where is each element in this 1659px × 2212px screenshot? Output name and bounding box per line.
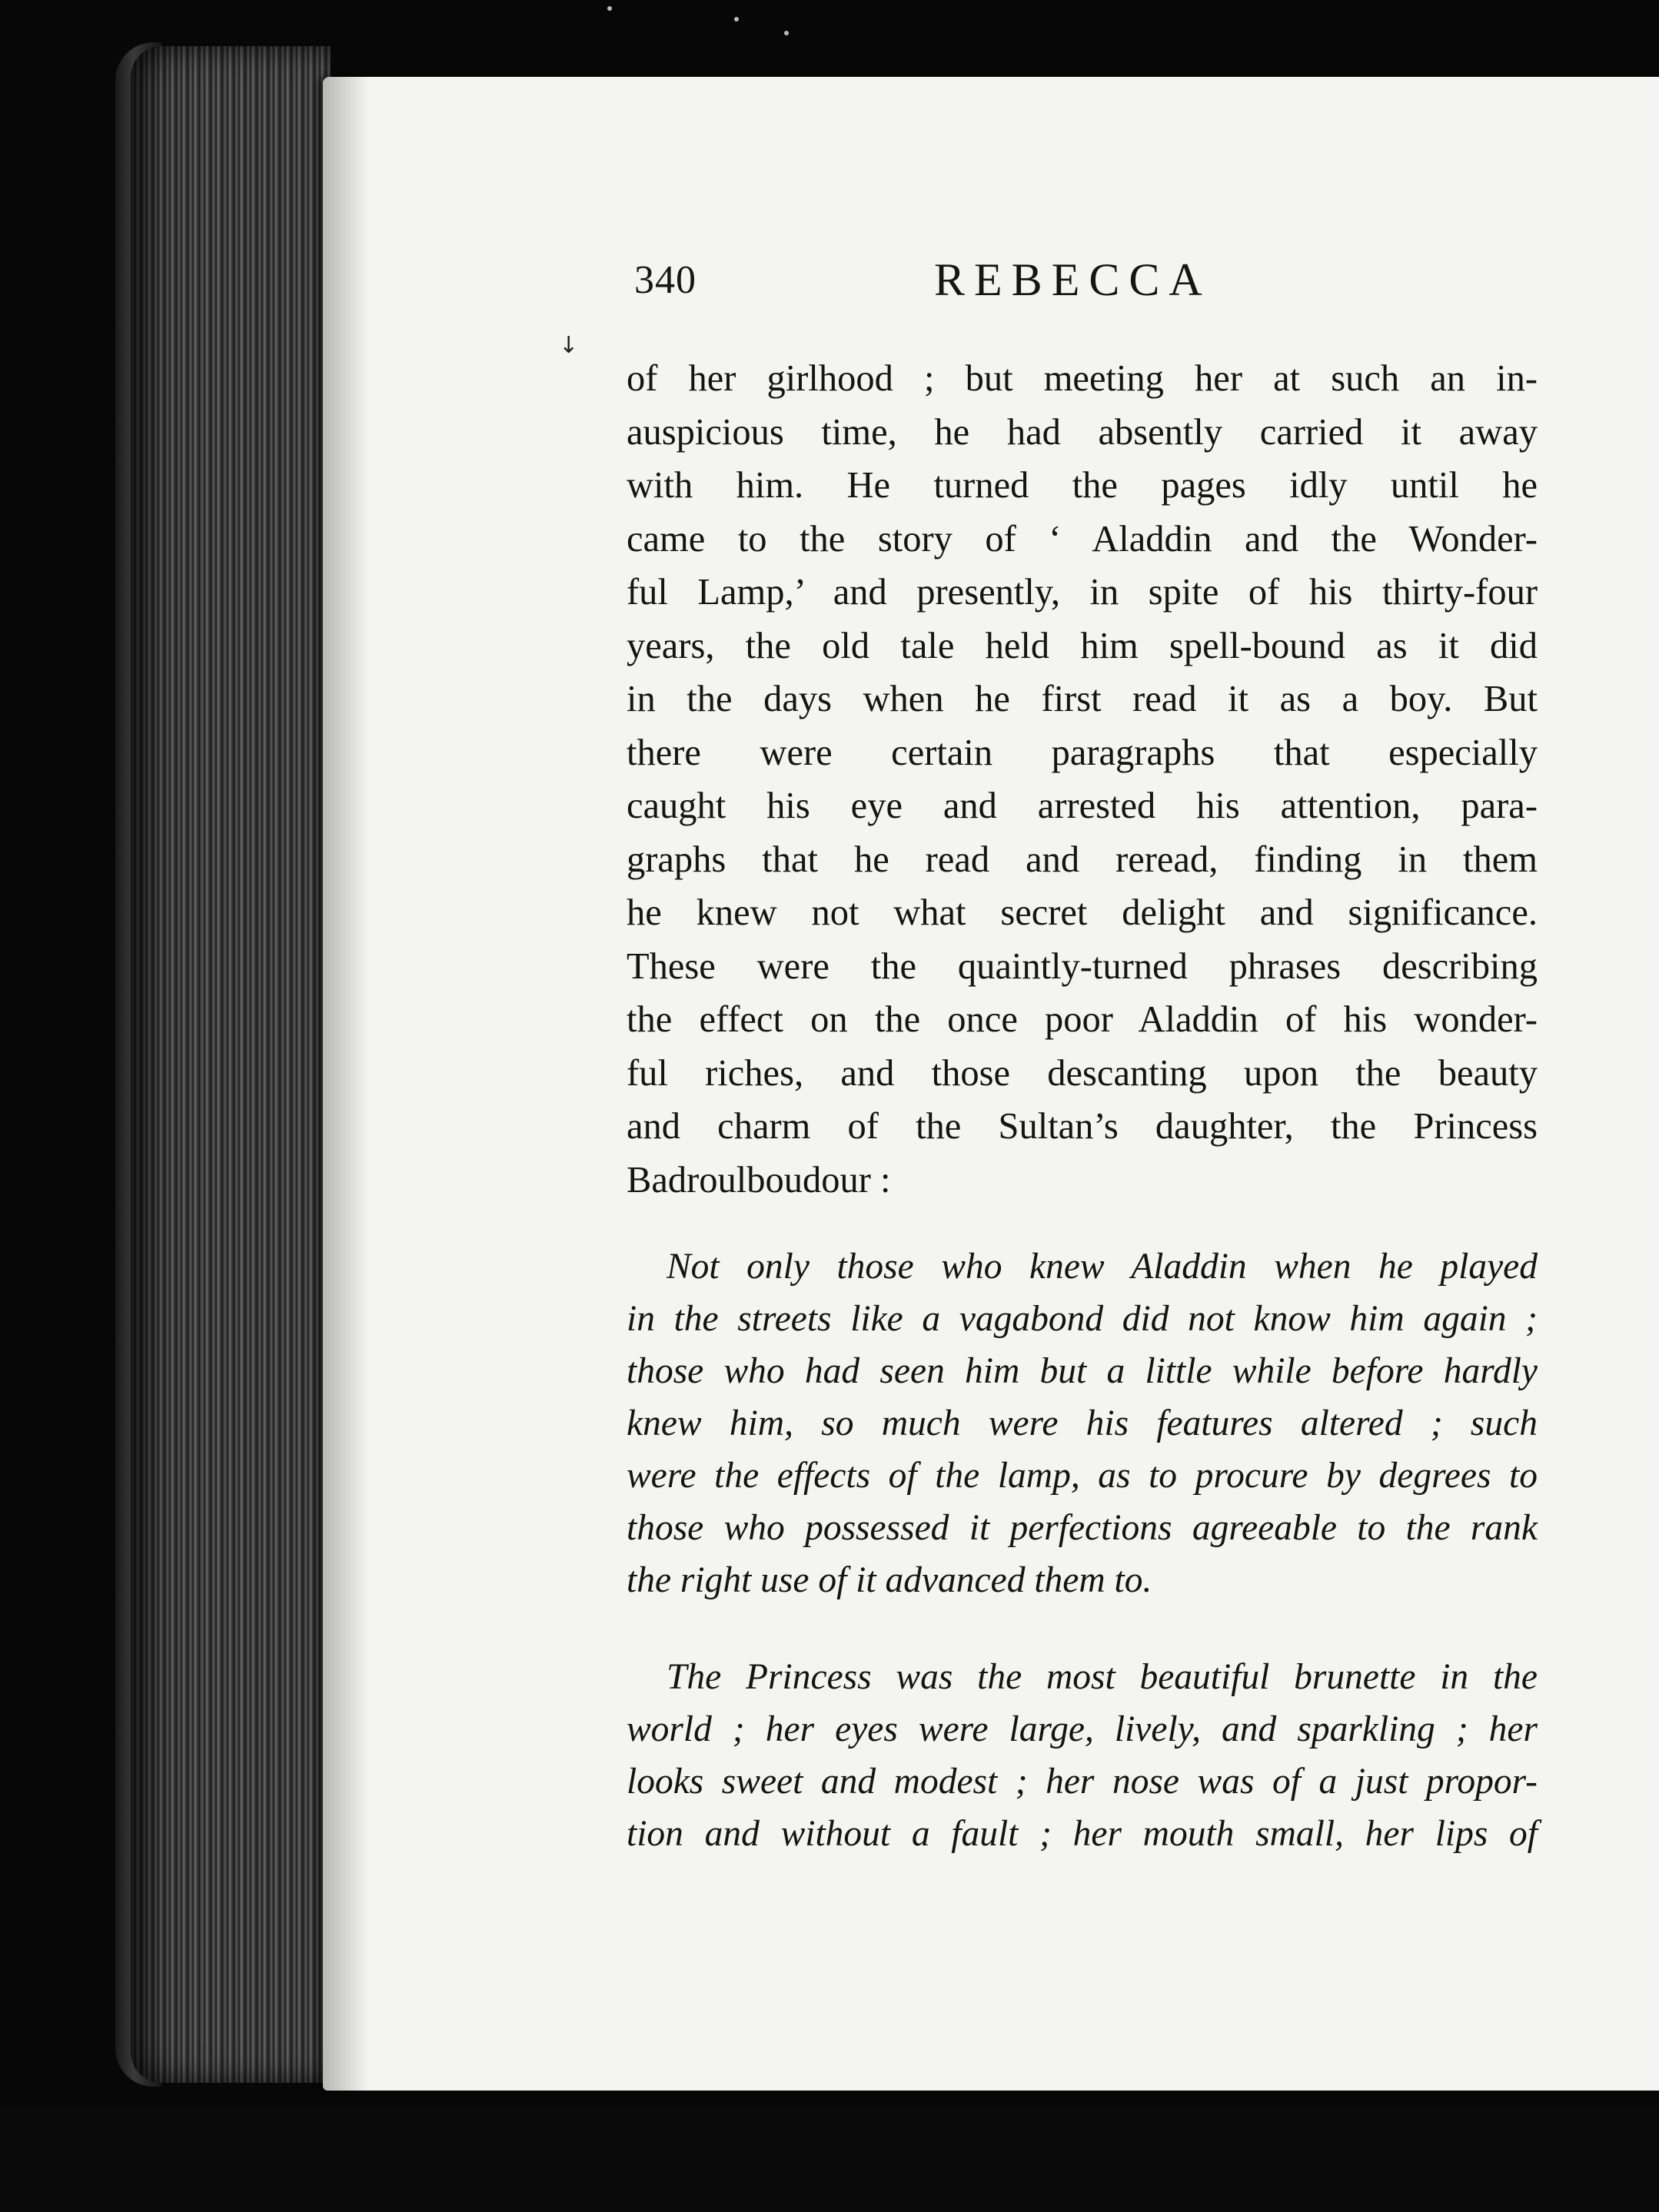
text-line: the effect on the once poor Aladdin of his wonder-: [627, 999, 1538, 1040]
scan-background-bottom: [0, 2106, 1659, 2212]
marginal-mark: ↓: [559, 332, 579, 359]
page-body: [627, 352, 1538, 1860]
quote-line: the right use of it advanced them to.: [627, 1560, 1152, 1600]
quote-line: those who possessed it perfections agreeable to the rank: [627, 1508, 1538, 1548]
block-quote-princess: [627, 1651, 1538, 1860]
quote-line: looks sweet and modest ; her nose was of a just propor-: [627, 1762, 1538, 1802]
text-line: These were the quaintly-turned phrases describing: [627, 945, 1538, 987]
quote-line: The Princess was the most beautiful brunette in the: [667, 1657, 1538, 1697]
text-line: came to the story of ‘ Aladdin and the Wonder-: [627, 518, 1538, 560]
text-line: caught his eye and arrested his attention, para-: [627, 785, 1538, 826]
page-header: [634, 254, 1541, 315]
block-quote-aladdin: [627, 1241, 1538, 1606]
running-head: REBECCA: [934, 254, 1212, 305]
text-line: ful riches, and those descanting upon the beauty: [627, 1052, 1538, 1094]
dust-speck: [607, 6, 612, 11]
dust-speck: [734, 17, 739, 22]
quote-line: Not only those who knew Aladdin when he played: [667, 1247, 1538, 1287]
text-line: he knew not what secret delight and significance.: [627, 892, 1538, 933]
quote-line: were the effects of the lamp, as to procure by degrees to: [627, 1456, 1538, 1496]
text-line: ful Lamp,’ and presently, in spite of his thirty-four: [627, 572, 1538, 613]
book-fore-edge: [131, 46, 331, 2083]
body-paragraph: [627, 352, 1538, 1207]
text-line: in the days when he first read it as a boy. But: [627, 679, 1538, 719]
quote-line: in the streets like a vagabond did not know him again ;: [627, 1299, 1538, 1339]
text-line: of her girlhood ; but meeting her at such an in-: [627, 358, 1538, 399]
text-line: and charm of the Sultan’s daughter, the Princess: [627, 1106, 1538, 1147]
quote-line: knew him, so much were his features altered ; such: [627, 1403, 1538, 1443]
quote-line: world ; her eyes were large, lively, and sparkling ; her: [627, 1709, 1538, 1749]
text-line: auspicious time, he had absently carried it away: [627, 411, 1538, 453]
quote-line: tion and without a fault ; her mouth small, her lips of: [627, 1814, 1538, 1854]
text-line: years, the old tale held him spell-bound as it did: [627, 625, 1538, 666]
quote-line: those who had seen him but a little while before hardly: [627, 1351, 1538, 1391]
text-line: there were certain paragraphs that especially: [627, 732, 1538, 773]
dust-speck: [784, 31, 789, 35]
text-line: graphs that he read and reread, finding in them: [627, 839, 1538, 880]
text-line: with him. He turned the pages idly until he: [627, 465, 1538, 506]
text-line: Badroulboudour :: [627, 1159, 891, 1201]
page-number: 340: [634, 258, 697, 302]
